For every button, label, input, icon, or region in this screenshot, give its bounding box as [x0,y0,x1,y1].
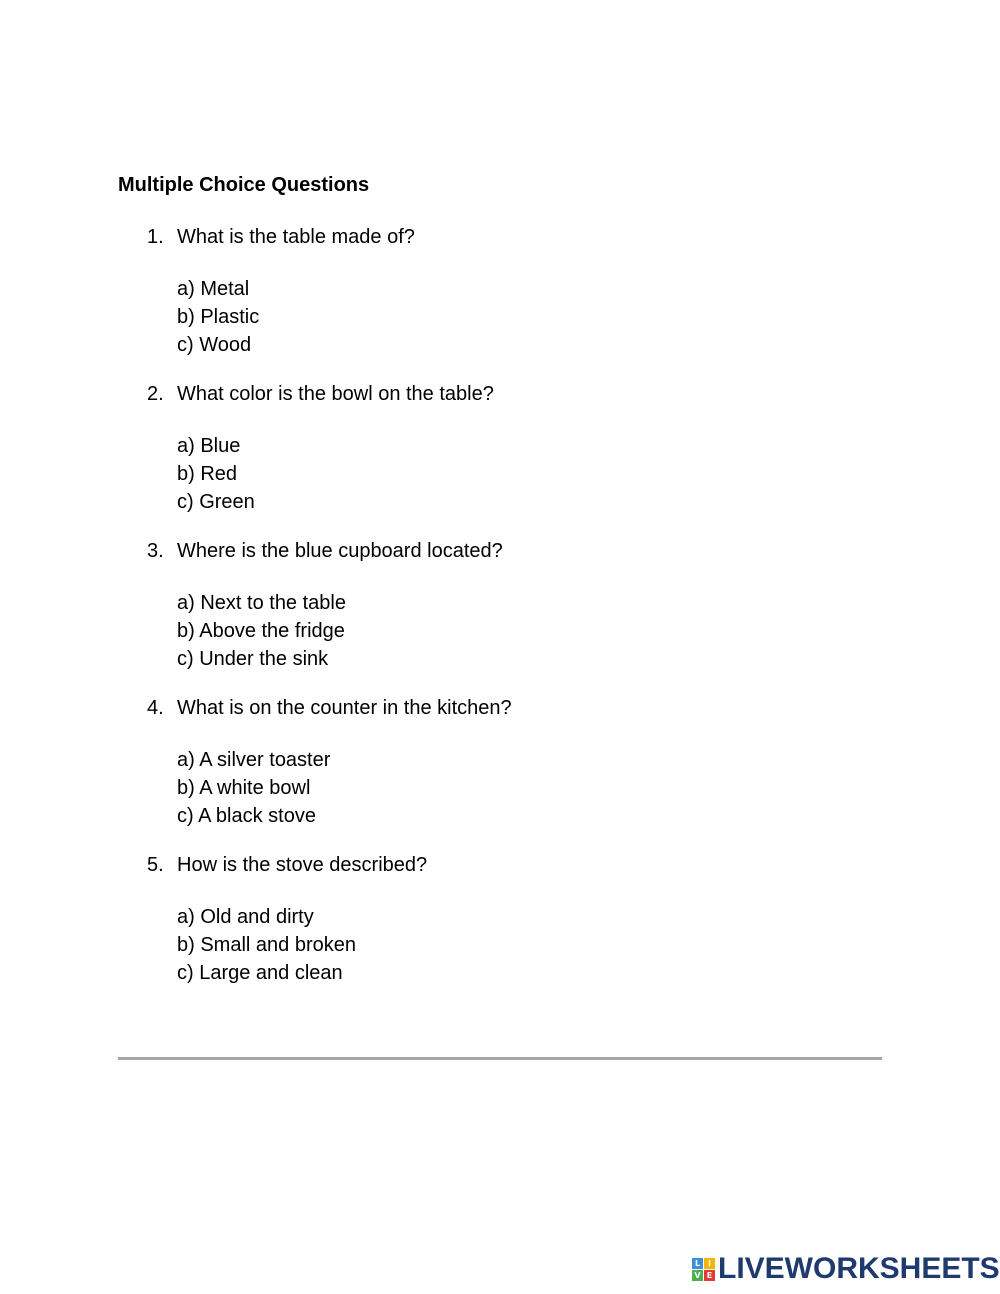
logo-letter-e: E [704,1270,715,1281]
options-list [177,746,330,830]
question-5 [0,852,1000,992]
option-b[interactable]: b) A white bowl [177,777,311,799]
question-2 [0,381,1000,521]
options-list [177,903,356,987]
brand-name: LIVEWORKSHEETS [718,1252,1000,1285]
question-text: How is the stove described? [177,854,428,876]
divider-line [118,1057,882,1060]
option-c[interactable]: c) Wood [177,334,252,356]
options-list [177,589,346,673]
option-a[interactable]: a) Metal [177,278,250,300]
question-number: 2. [147,383,164,405]
question-text: What is on the counter in the kitchen? [177,697,512,719]
option-b[interactable]: b) Red [177,463,238,485]
options-list [177,432,255,516]
option-a[interactable]: a) Blue [177,435,241,457]
logo-letter-v: V [692,1270,703,1281]
question-number: 3. [147,540,164,562]
options-list [177,275,259,359]
question-text: What is the table made of? [177,226,415,248]
question-text: What color is the bowl on the table? [177,383,494,405]
option-b[interactable]: b) Plastic [177,306,260,328]
option-c[interactable]: c) A black stove [177,805,316,827]
question-1 [0,224,1000,364]
question-number: 1. [147,226,164,248]
logo-letter-l: L [692,1258,703,1269]
option-a[interactable]: a) A silver toaster [177,749,331,771]
logo-letter-i: I [704,1258,715,1269]
option-c[interactable]: c) Green [177,491,255,513]
liveworksheets-brand[interactable] [692,1252,1000,1286]
liveworksheets-logo-icon [692,1258,715,1281]
option-b[interactable]: b) Above the fridge [177,620,345,642]
page-title: Multiple Choice Questions [118,174,370,196]
option-c[interactable]: c) Large and clean [177,962,343,984]
question-number: 5. [147,854,164,876]
option-b[interactable]: b) Small and broken [177,934,356,956]
question-4 [0,695,1000,835]
option-a[interactable]: a) Next to the table [177,592,346,614]
question-3 [0,538,1000,678]
question-number: 4. [147,697,164,719]
option-a[interactable]: a) Old and dirty [177,906,314,928]
option-c[interactable]: c) Under the sink [177,648,329,670]
question-text: Where is the blue cupboard located? [177,540,503,562]
